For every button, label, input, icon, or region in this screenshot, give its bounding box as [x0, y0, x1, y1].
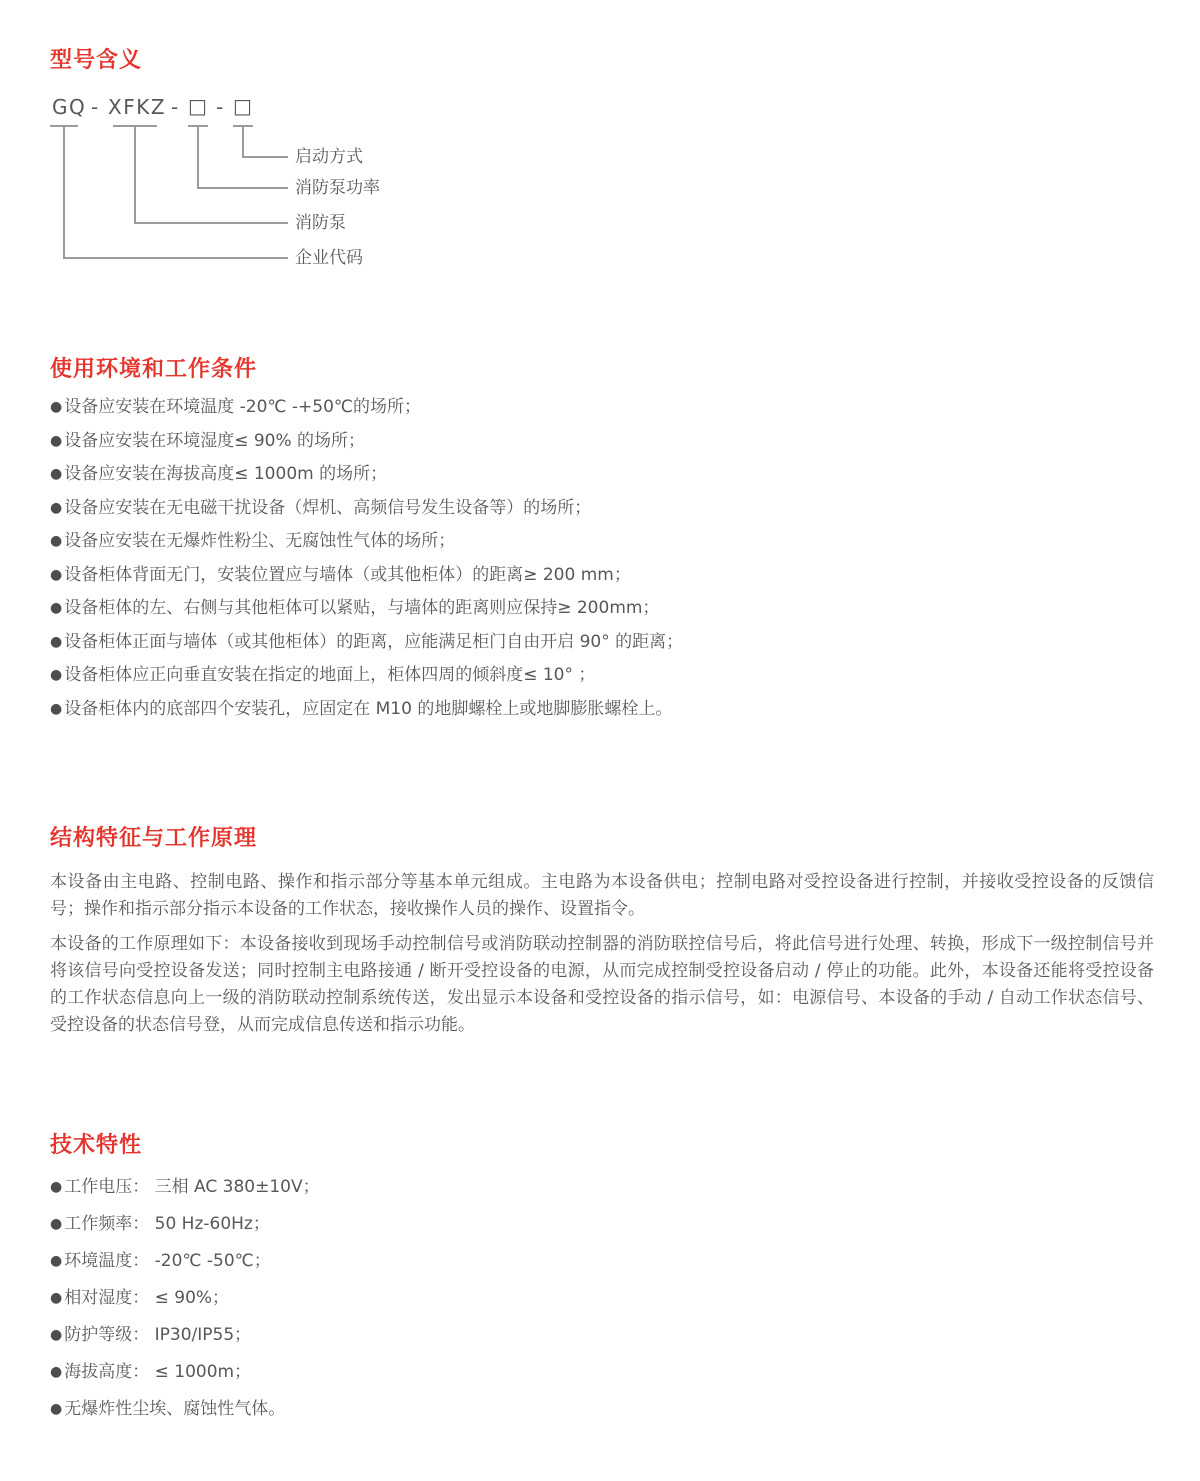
- bullet-icon: ●: [50, 1290, 63, 1306]
- tech-list-item: [50, 1215, 320, 1234]
- bullet-icon: ●: [50, 600, 63, 616]
- environment-item-text: 设备应安装在环境湿度≤ 90% 的场所；: [64, 430, 366, 451]
- environment-list-item: [50, 532, 683, 551]
- environment-list-item: [50, 398, 683, 417]
- bullet-icon: ●: [50, 1364, 63, 1380]
- environment-list-item: [50, 700, 683, 719]
- environment-item-text: 设备柜体应正向垂直安装在指定的地面上，柜体四周的倾斜度≤ 10° ；: [64, 665, 596, 685]
- bullet-icon: ●: [50, 1179, 63, 1195]
- environment-list-item: [50, 599, 683, 618]
- environment-list-item: [50, 633, 683, 652]
- environment-item-text: 设备柜体内的底部四个安装孔，应固定在 M10 的地脚螺栓上或地脚膨胀螺栓上。: [64, 698, 673, 719]
- tech-list: [50, 1178, 320, 1437]
- bullet-icon: ●: [50, 566, 63, 583]
- bullet-icon: ●: [50, 667, 63, 683]
- environment-item-text: 设备柜体背面无门，安装位置应与墙体（或其他柜体）的距离≥ 200 mm；: [64, 564, 631, 585]
- tech-list-item: [50, 1363, 320, 1382]
- connector-line: [63, 125, 65, 259]
- bullet-icon: ●: [50, 1216, 63, 1232]
- structure-paragraphs: [50, 869, 1154, 1047]
- environment-item-text: 设备应安装在环境温度 -20℃ -+50℃的场所；: [64, 397, 421, 417]
- model-label-pump-power: 消防泵功率: [295, 178, 380, 198]
- tech-item-text: 相对湿度： ≤ 90%；: [64, 1288, 230, 1308]
- tech-item-text: 工作电压： 三相 AC 380±10V；: [64, 1177, 320, 1197]
- model-code-box: □: [188, 94, 209, 118]
- model-section-title: 型号含义: [50, 48, 143, 73]
- environment-list-item: [50, 432, 683, 451]
- model-code-series: XFKZ: [108, 95, 167, 119]
- environment-list-item: [50, 666, 683, 685]
- connector-line: [242, 125, 244, 158]
- bullet-icon: ●: [50, 1327, 63, 1343]
- model-code-box: □: [233, 94, 254, 118]
- tech-list-item: [50, 1326, 320, 1345]
- bullet-icon: ●: [50, 499, 63, 516]
- connector-line: [197, 125, 199, 189]
- tech-list-item: [50, 1252, 320, 1271]
- connector-line: [63, 257, 288, 259]
- environment-item-text: 设备柜体正面与墙体（或其他柜体）的距离，应能满足柜门自由开启 90° 的距离；: [64, 631, 684, 652]
- environment-list: [50, 398, 683, 733]
- tech-list-item: [50, 1178, 320, 1197]
- structure-section-title: 结构特征与工作原理: [50, 826, 258, 851]
- bullet-icon: ●: [50, 399, 63, 415]
- tech-list-item: [50, 1400, 320, 1419]
- environment-list-item: [50, 465, 683, 484]
- connector-line: [197, 187, 288, 189]
- model-code-diagram: [50, 95, 570, 285]
- tech-section-title: 技术特性: [50, 1133, 143, 1158]
- model-code-dash: -: [216, 95, 225, 119]
- environment-item-text: 设备应安装在无电磁干扰设备（焊机、高频信号发生设备等）的场所；: [64, 497, 592, 518]
- bullet-icon: ●: [50, 700, 63, 717]
- structure-paragraph: 本设备的工作原理如下：本设备接收到现场手动控制信号或消防联动控制器的消防联控信号后，将此信号进行处理、转换，形成下一级控制信号并将该信号向受控设备发送；同时控制主电路接通 / 断开受控设备的电源，从而完成控制受控设备启动 / 停止的功能。此外，本设备还能将受控设备的工作状态信息向上一级的消防联动控制系统传送，发出显示本设备和受控设备的指示信号，如：电源信号、本设备的手动 / 自动工作状态信号、受控设备的状态信号登，从而完成信息传送和指示功能。: [50, 934, 1154, 1035]
- environment-item-text: 设备柜体的左、右侧与其他柜体可以紧贴，与墙体的距离则应保持≥ 200mm；: [64, 598, 660, 618]
- environment-section-title: 使用环境和工作条件: [50, 357, 258, 382]
- environment-item-text: 设备应安装在无爆炸性粉尘、无腐蚀性气体的场所；: [64, 531, 456, 551]
- connector-line: [134, 125, 136, 224]
- connector-line: [134, 222, 288, 224]
- bullet-icon: ●: [50, 1401, 63, 1417]
- environment-item-text: 设备应安装在海拔高度≤ 1000m 的场所；: [64, 464, 388, 484]
- tech-item-text: 工作频率： 50 Hz-60Hz；: [64, 1214, 270, 1234]
- bullet-icon: ●: [50, 533, 63, 549]
- structure-paragraph: 本设备由主电路、控制电路、操作和指示部分等基本单元组成。主电路为本设备供电；控制电路对受控设备进行控制，并接收受控设备的反馈信号；操作和指示部分指示本设备的工作状态，接收操作人员的操作、设置指令。: [50, 872, 1154, 919]
- environment-list-item: [50, 566, 683, 585]
- tech-item-text: 环境温度： -20℃ -50℃；: [64, 1251, 271, 1271]
- model-label-start-mode: 启动方式: [295, 147, 363, 167]
- bullet-icon: ●: [50, 1253, 63, 1269]
- tech-item-text: 海拔高度： ≤ 1000m；: [64, 1362, 252, 1382]
- bullet-icon: ●: [50, 633, 63, 650]
- bullet-icon: ●: [50, 432, 63, 449]
- environment-list-item: [50, 499, 683, 518]
- model-code-prefix: GQ: [52, 95, 87, 119]
- bullet-icon: ●: [50, 466, 63, 482]
- model-label-pump: 消防泵: [295, 213, 346, 233]
- connector-line: [242, 156, 288, 158]
- tech-item-text: 无爆炸性尘埃、腐蚀性气体。: [64, 1399, 286, 1419]
- tech-item-text: 防护等级： IP30/IP55；: [64, 1325, 252, 1345]
- model-code-dash: -: [171, 95, 180, 119]
- tech-list-item: [50, 1289, 320, 1308]
- model-code-dash: -: [91, 95, 100, 119]
- model-label-company-code: 企业代码: [295, 248, 363, 268]
